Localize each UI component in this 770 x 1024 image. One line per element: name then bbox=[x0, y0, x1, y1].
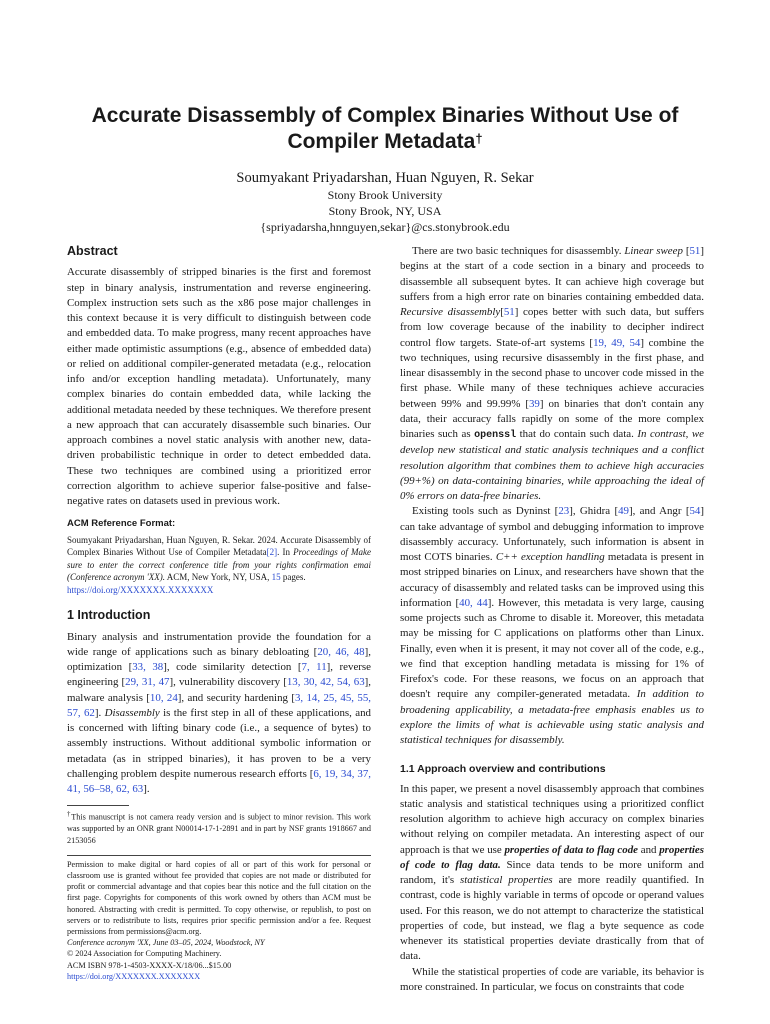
citation-link[interactable]: 40, 44 bbox=[459, 596, 488, 609]
abstract-text: Accurate disassembly of stripped binaries is the first and foremost step in binary analysis, instrumentation and reverse engineering. Complex instruction sets such as the x86 pose major challenges in this context because it is very difficult to distinguish between code and embedded data. To make progress, many recent approaches have either made optimistic assumptions (e.g., absence of embedded data) or relied on additional compiler-generated metadata (e.g., relocation info and/or exception handling metadata). Unfortunately, many complex binaries do contain embedded data, while lacking the additional metadata needed by these techniques. We therefore present a new approach that can accurately disassemble such binaries. Our approach combines a novel static analysis with another new, data-driven probabilistic technique in order to detect embedded data. These two techniques are combined using a prioritized error correction algorithm to achieve superior false-positive and false-negative rates on datasets used in previous work. bbox=[67, 266, 371, 507]
introduction-paragraph: Binary analysis and instrumentation provide the foundation for a wide range of applications such as binary debloating [20, 46, 48], optimization [33, 38], code similarity detection [7, 11], reverse engineering [29, 31, 47], vulnerability discovery [13, 30, 42, 54, 63], malware analysis [10, 24], and security hardening [3, 14, 25, 45, 55, 57, 62]. Disassembly is the first step in all of these applications, and is concerned with lifting binary code (i.e., a sequence of bytes) to assembly instructions. Without additional symbolic information or metadata (as in stripped binaries), it has proven to be a very challenging problem despite numerous research efforts [6, 19, 34, 37, 41, 56–58, 62, 63]. bbox=[67, 630, 372, 796]
citation-link[interactable]: 19, 49, 54 bbox=[593, 336, 641, 349]
paper-title-line-1: Accurate Disassembly of Complex Binaries Without Use of bbox=[91, 104, 679, 127]
right-column bbox=[400, 244, 704, 995]
citation-link[interactable]: 51 bbox=[689, 245, 701, 257]
permission-notice: Permission to make digital or hard copies of all or part of this work for personal or classroom use is granted without fee provided that copies are not made or distributed for profit or commercial advantage and that copies bear this notice and the full citation on the first page. Copyrights for components of this work owned by others than ACM must be honored. Abstracting with credit is permitted. To copy otherwise, or republish, to post on servers or to redistribute to lists, requires prior specific permission and/or a fee. Request permissions from permissions@acm.org. bbox=[67, 859, 371, 937]
citation-link[interactable]: 20, 46, 48 bbox=[317, 645, 365, 658]
acm-reference-doi-link[interactable]: https://doi.org/XXXXXXX.XXXXXXX bbox=[67, 584, 214, 595]
citation-link[interactable]: 49 bbox=[618, 505, 629, 518]
citation-link[interactable]: 6, 19, 34, 37, 41, 56–58, 62, 63 bbox=[67, 767, 371, 796]
citation-link[interactable]: 13, 30, 42, 54, 63 bbox=[286, 676, 365, 689]
abstract-heading: Abstract bbox=[67, 244, 118, 258]
affiliation-university: Stony Brook University bbox=[327, 188, 443, 202]
acm-reference-text: Soumyakant Priyadarshan, Huan Nguyen, R. Sekar. 2024. Accurate Disassembly of Complex Binaries Without Use of Compiler Metadata[2]. In Proceedings of Make sure to enter the correct conference title from your rights confirmation emai (Conference acronym 'XX). ACM, New York, NY, USA, 15 pages. https://doi.org/XXXXXXX.XXXXXXX bbox=[67, 534, 371, 595]
introduction-heading: 1 Introduction bbox=[67, 608, 151, 623]
citation-link[interactable]: 23 bbox=[558, 505, 570, 518]
citation-link[interactable]: 51 bbox=[503, 306, 515, 318]
code-behavior-paragraph: While the statistical properties of code are variable, its behavior is more constrained. In particular, we focus on constraints that code bbox=[400, 965, 704, 993]
citation-link[interactable]: 54 bbox=[689, 505, 701, 518]
left-column bbox=[67, 244, 371, 982]
approach-overview-heading: 1.1 Approach overview and contributions bbox=[400, 763, 606, 776]
acm-reference-heading: ACM Reference Format: bbox=[67, 518, 176, 530]
permission-doi-link[interactable]: https://doi.org/XXXXXXX.XXXXXXX bbox=[67, 971, 201, 981]
acm-reference-pages-link[interactable]: 15 bbox=[271, 572, 281, 583]
approach-overview-paragraph: In this paper, we present a novel disassembly approach that combines static analysis and statistical techniques using a prioritized conflict resolution algorithm to achieve high accuracy on complex binaries without relying on compiler metadata. An interesting aspect of our approach is that we use properties of data to flag code and properties of code to flag data. Since data tends to be more uniform and random, it's statistical properties are more readily quantified. In contrast, code is highly variable in terms of opcode or operand values used. For this reason, we do not attempt to characterize the statistical properties of code, but instead, we flag a byte sequence as code whenever its statistical properties deviate drastically from that of data. bbox=[400, 782, 705, 963]
affiliation-location: Stony Brook, NY, USA bbox=[328, 204, 442, 218]
conference-info: Conference acronym 'XX, June 03–05, 2024, Woodstock, NY bbox=[67, 938, 265, 948]
paper-title-line-2 bbox=[0, 129, 770, 155]
footnote-text: †This manuscript is not camera ready version and is subject to minor revision. This work was supported by an ONR grant N00014-17-1-2891 and in part by NSF grants 1918667 and 2153056 bbox=[67, 811, 371, 845]
citation-link[interactable]: 29, 31, 47 bbox=[125, 676, 170, 689]
citation-link[interactable]: 39 bbox=[528, 397, 540, 410]
citation-link[interactable]: 33, 38 bbox=[132, 661, 164, 674]
author-emails: {spriyadarsha,hnnguyen,sekar}@cs.stonybrook.edu bbox=[260, 220, 510, 234]
paper-title-text: Compiler Metadata bbox=[287, 130, 476, 153]
existing-tools-paragraph: Existing tools such as Dyninst [23], Ghidra [49], and Angr [54] can take advantage of symbol and debugging information to improve disassembly accuracy. Unfortunately, such information is absent in most COTS binaries. C++ exception handling metadata is present in most stripped binaries on Linux, and researchers have shown that the accuracy of disassembly and related tasks can be improved using this information [40, 44]. However, this metadata is very large, causing some projects such as Chrome to disable it. Moreover, this metadata may be missing for C applications on platforms other than Linux. Finally, even when it is present, it may not cover all of the code, e.g., we find that exception handling metadata is missing for 1% of Firefox's code. For these reasons, we focus on an approach that doesn't require any compiler-generated metadata. In addition to broadening applicability, a metadata-free emphasis enables us to explore the limits of what is achievable using static analysis and statistical techniques for disassembly. bbox=[400, 505, 704, 746]
disassembly-techniques-paragraph: There are two basic techniques for disassembly. Linear sweep [51] begins at the start of a code section in a binary and proceeds to disassemble all subsequent bytes. It can achieve high coverage but suffers from a high error rate on binaries containing embedded data. Recursive disassembly[51] copes better with such data, but suffers from low coverage because of the inability to decipher indirect control flow targets. State-of-art systems [19, 49, 54] combine the two techniques, using recursive disassembly in the first phase, and linear disassembly in the second phase to uncover code missed in the first phase. While many of these techniques achieve accuracies between 99% and 99.99% [39] on binaries that don't contain any data, their accuracy falls rapidly on some of the more complex binaries such as openssl that do contain such data. In contrast, we develop new statistical and static analysis techniques and a conflict resolution algorithm that combines them to achieve high accuracies (99+%) on data-containing binaries, while approaching the ideal of 0% errors on data-free binaries. bbox=[400, 245, 704, 502]
citation-link[interactable]: 3, 14, 25, 45, 55, 57, 62 bbox=[67, 691, 371, 719]
author-list: Soumyakant Priyadarshan, Huan Nguyen, R. Sekar bbox=[236, 170, 534, 186]
citation-link[interactable]: 10, 24 bbox=[149, 691, 178, 704]
citation-link[interactable]: 7, 11 bbox=[301, 661, 327, 674]
title-footnote-mark: † bbox=[475, 131, 483, 146]
isbn-line: ACM ISBN 978-1-4503-XXXX-X/18/06...$15.00 bbox=[67, 960, 232, 970]
acm-reference-citation-link[interactable]: [2] bbox=[266, 547, 278, 558]
copyright-line: © 2024 Association for Computing Machinery. bbox=[67, 949, 222, 959]
